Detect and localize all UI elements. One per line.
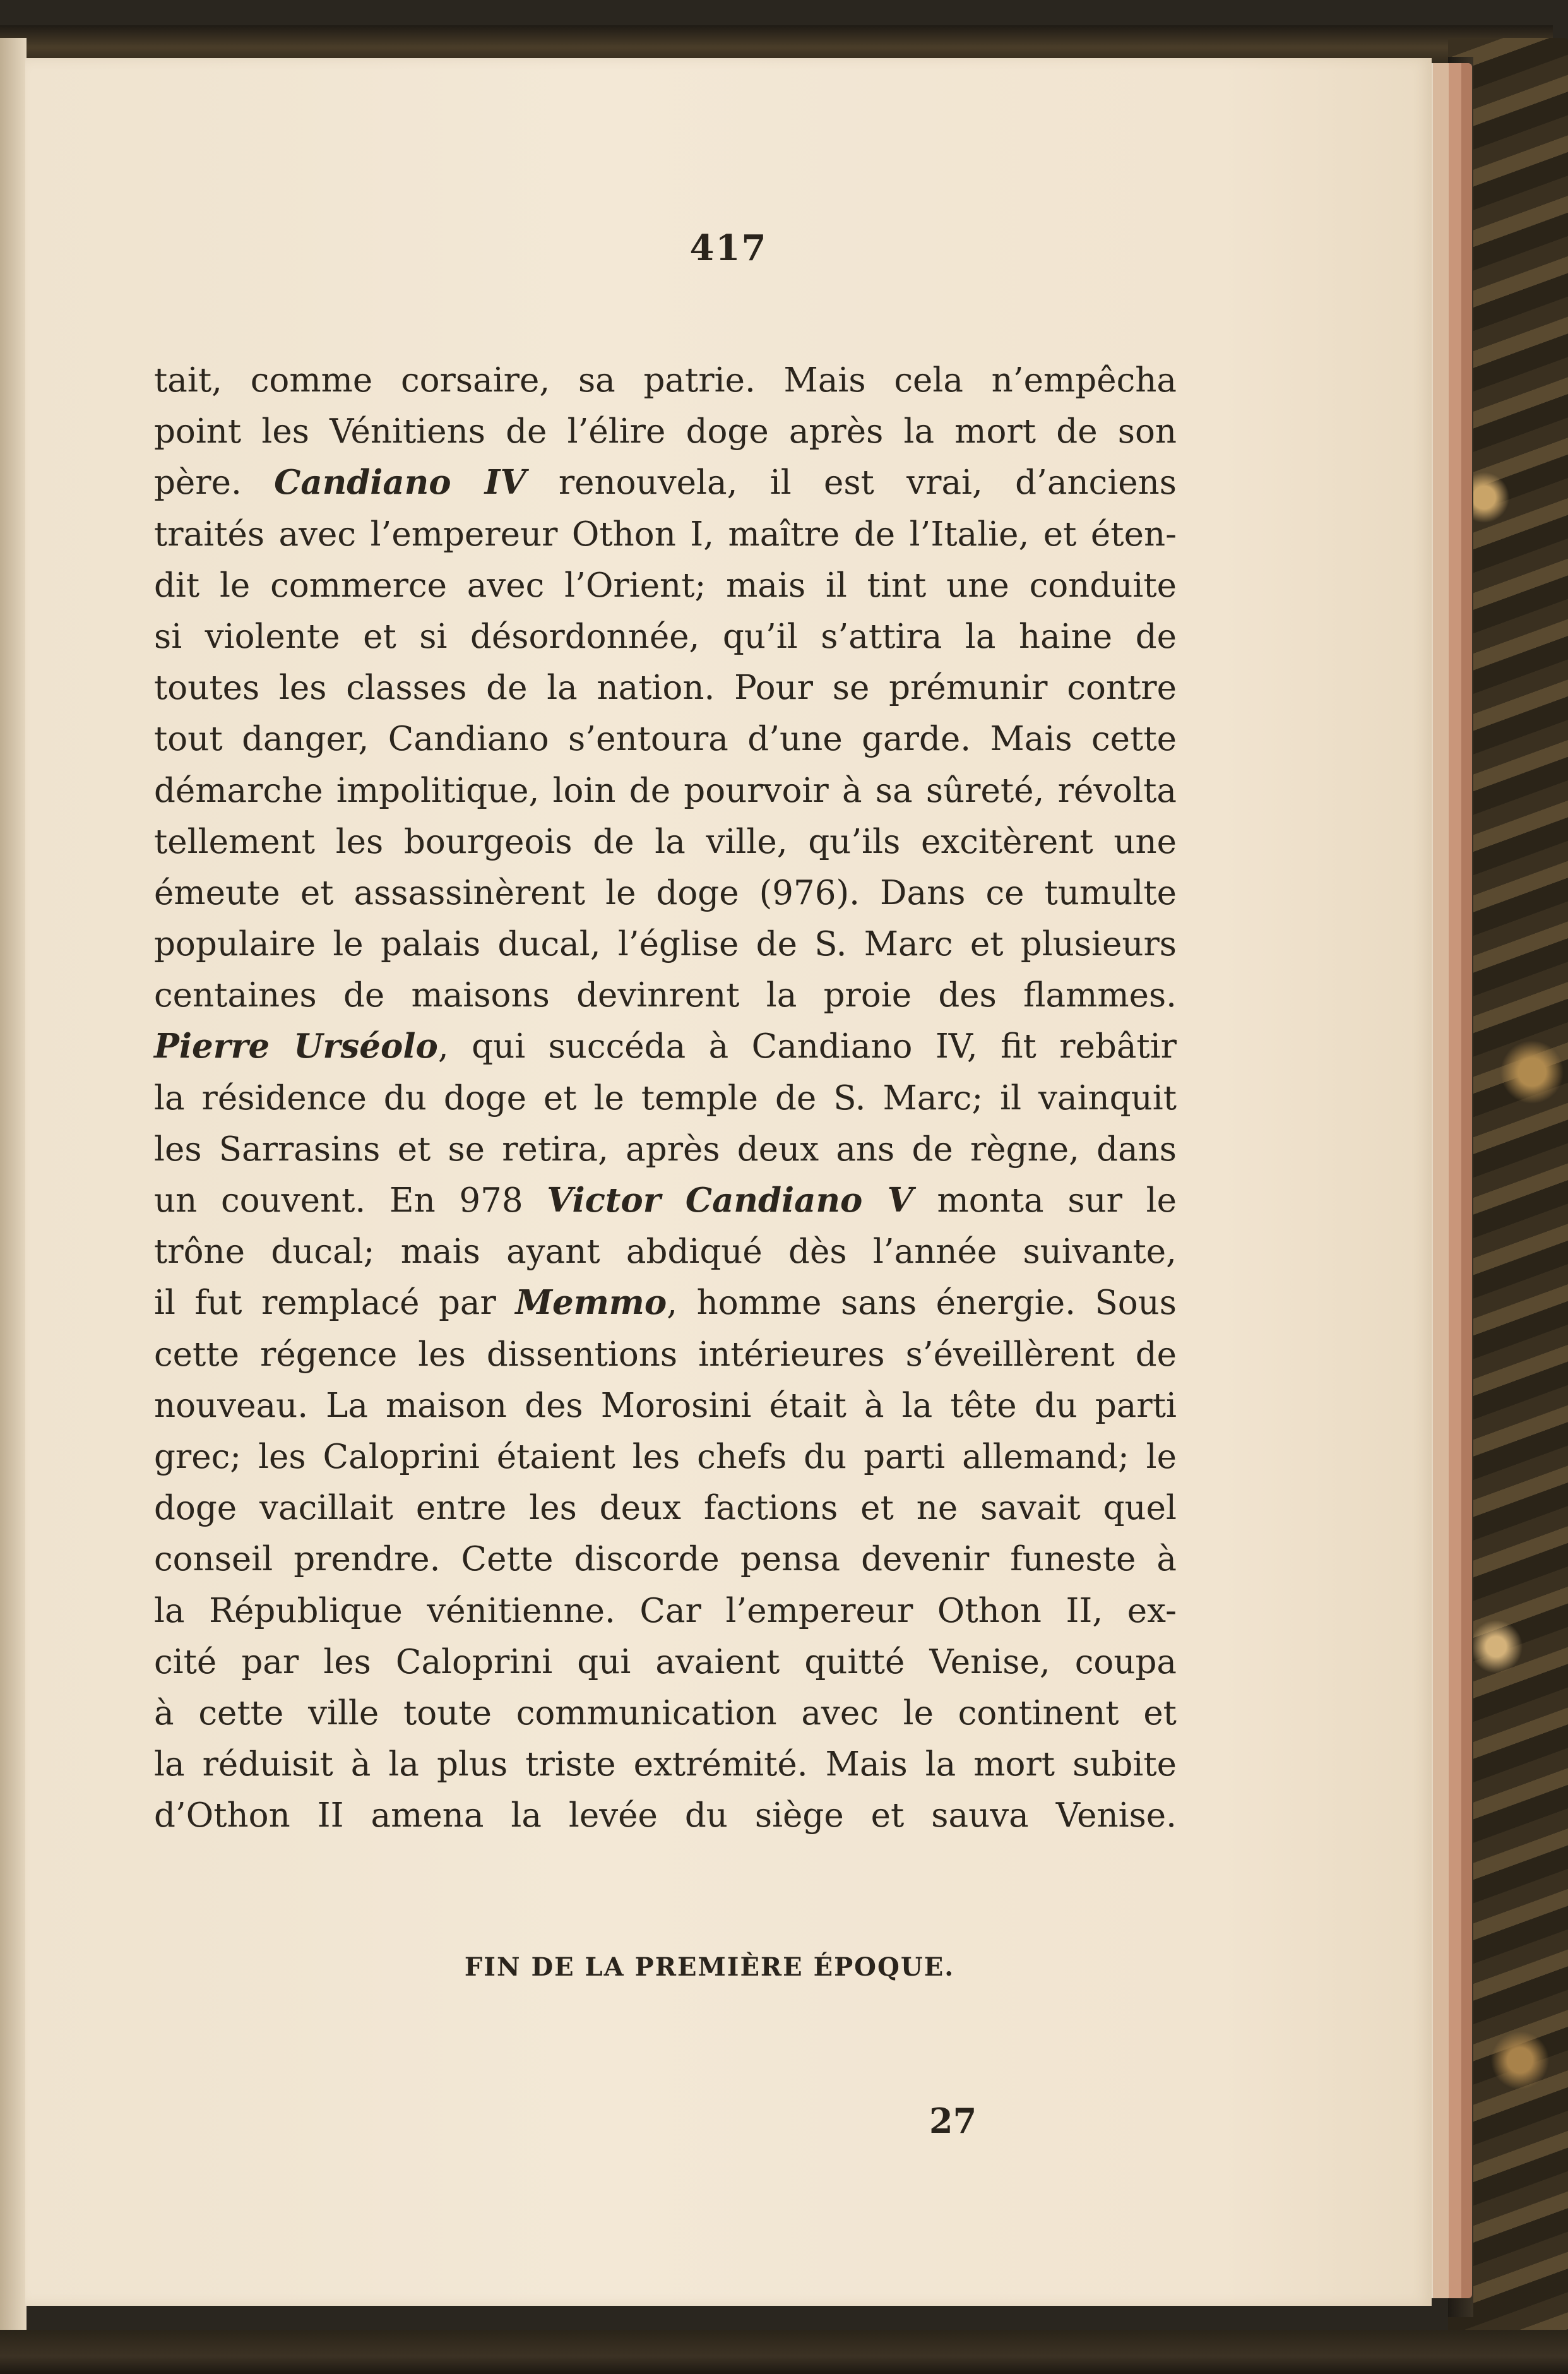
- text-run: , qui succéda à Candiano IV, fit rebâtir: [437, 1027, 1177, 1066]
- text-run: tellement les bourgeois de la ville, qu’ils excitèrent une: [154, 822, 1177, 861]
- text-line: [154, 919, 1177, 970]
- text-line: [154, 1585, 1177, 1637]
- text-line: [154, 1790, 1177, 1841]
- italic-name: Memmo: [515, 1283, 667, 1323]
- text-run: nouveau. La maison des Morosini était à la tête du parti: [154, 1386, 1177, 1425]
- facing-page-edge: [0, 38, 27, 2336]
- text-line: [154, 1226, 1177, 1277]
- text-run: d’Othon II amena la levée du siège et sauva Venise.: [154, 1796, 1177, 1835]
- text-run: cette régence les dissentions intérieures s’éveillèrent de: [154, 1335, 1177, 1374]
- text-line: [154, 713, 1177, 765]
- text-line: [154, 611, 1177, 662]
- text-run: traités avec l’empereur Othon I, maître de l’Italie, et éten-: [154, 515, 1177, 554]
- book-page: [25, 58, 1432, 2306]
- text-run: toutes les classes de la nation. Pour se prémunir contre: [154, 669, 1177, 708]
- text-line: [154, 1021, 1177, 1072]
- text-line: [154, 355, 1177, 406]
- text-line: [154, 816, 1177, 868]
- text-line: [154, 1534, 1177, 1585]
- text-run: conseil prendre. Cette discorde pensa devenir funeste à: [154, 1540, 1177, 1579]
- text-run: monta sur le: [913, 1181, 1177, 1220]
- text-run: dit le commerce avec l’Orient; mais il tint une conduite: [154, 566, 1177, 605]
- text-line: [154, 1175, 1177, 1226]
- text-line: [154, 1688, 1177, 1739]
- text-run: , homme sans énergie. Sous: [667, 1284, 1177, 1323]
- page-number: 417: [689, 227, 768, 269]
- text-line: [154, 1073, 1177, 1124]
- text-run: un couvent. En 978: [154, 1181, 547, 1220]
- text-run: il fut remplacé par: [154, 1284, 516, 1323]
- text-run: la réduisit à la plus triste extrémité. Mais la mort subite: [154, 1745, 1177, 1784]
- text-run: tait, comme corsaire, sa patrie. Mais cela n’empêcha: [154, 361, 1177, 400]
- text-run: trône ducal; mais ayant abdiqué dès l’année suivante,: [154, 1232, 1177, 1272]
- text-run: la résidence du doge et le temple de S. Marc; il vainquit: [154, 1078, 1177, 1118]
- text-line: [154, 1739, 1177, 1790]
- text-run: cité par les Caloprini qui avaient quitté Venise, coupa: [154, 1642, 1177, 1681]
- text-run: la République vénitienne. Car l’empereur Othon II, ex-: [154, 1591, 1177, 1630]
- text-line: [154, 970, 1177, 1021]
- text-line: [154, 1380, 1177, 1431]
- text-run: point les Vénitiens de l’élire doge après la mort de son: [154, 412, 1177, 451]
- signature-mark: 27: [929, 2101, 977, 2141]
- text-run: les Sarrasins et se retira, après deux ans de règne, dans: [154, 1130, 1177, 1169]
- text-run: populaire le palais ducal, l’église de S. Marc et plusieurs: [154, 925, 1177, 964]
- text-run: grec; les Caloprini étaient les chefs du parti allemand; le: [154, 1437, 1177, 1476]
- text-run: démarche impolitique, loin de pourvoir à sa sûreté, révolta: [154, 771, 1177, 810]
- text-run: doge vacillait entre les deux factions et ne savait quel: [154, 1489, 1177, 1528]
- text-line: [154, 457, 1177, 508]
- body-text: [154, 355, 1177, 1841]
- text-line: [154, 1277, 1177, 1328]
- text-line: [154, 1431, 1177, 1482]
- text-line: [154, 1637, 1177, 1688]
- text-line: [154, 509, 1177, 560]
- italic-name: Candiano IV: [274, 463, 526, 503]
- text-line: [154, 868, 1177, 919]
- book-cover-bottom-edge: [0, 2330, 1568, 2374]
- end-note: FIN DE LA PREMIÈRE ÉPOQUE.: [464, 1952, 955, 1982]
- text-run: tout danger, Candiano s’entoura d’une garde. Mais cette: [154, 720, 1177, 759]
- text-line: [154, 1124, 1177, 1175]
- text-run: émeute et assassinèrent le doge (976). Dans ce tumulte: [154, 873, 1177, 912]
- text-run: renouvela, il est vrai, d’anciens: [526, 463, 1177, 503]
- text-line: [154, 560, 1177, 611]
- text-run: père.: [154, 463, 275, 503]
- text-run: à cette ville toute communication avec le continent et: [154, 1693, 1177, 1733]
- text-line: [154, 406, 1177, 457]
- text-run: centaines de maisons devinrent la proie des flammes.: [154, 976, 1177, 1015]
- text-line: [154, 662, 1177, 713]
- text-line: [154, 1329, 1177, 1380]
- text-run: si violente et si désordonnée, qu’il s’attira la haine de: [154, 617, 1177, 656]
- italic-name: Pierre Urséolo: [154, 1027, 438, 1066]
- text-line: [154, 765, 1177, 816]
- text-line: [154, 1482, 1177, 1534]
- italic-name: Victor Candiano V: [547, 1181, 913, 1220]
